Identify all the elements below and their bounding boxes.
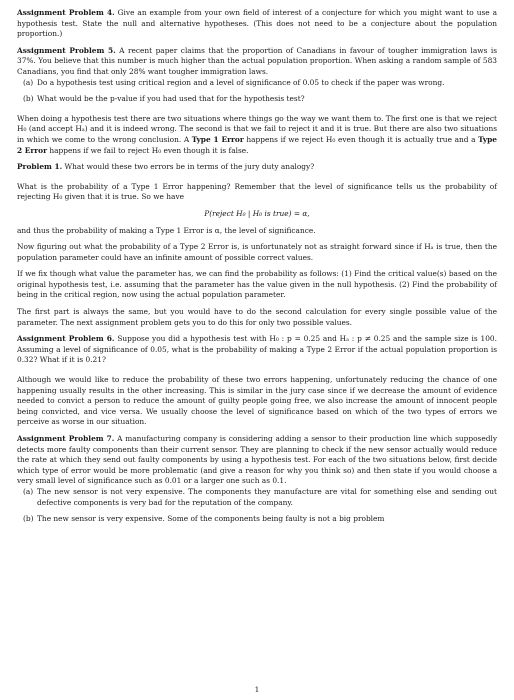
document-page <box>17 8 497 525</box>
reduce-errors-paragraph: Although we would like to reduce the probability of these two errors happening, unfortunately reducing the chance of one happening usually results in the other increasing. This is similar in the jury case since if we decrease the amount of evidence needed to convict a person to reduce the amount of guilty people going free, we also increase the amount of innocent people being convicted, and vice versa. We usually choose the level of significance based on which of the two types of errors we perceive as worse in our situation. <box>17 375 497 427</box>
type1-probability-text: What is the probability of a Type 1 Error happening? Remember that the level of significance tells us the probability of rejecting H₀ given that it is true. So we have <box>17 181 497 202</box>
ap7-a-text: The new sensor is not very expensive. The components they manufacture are vital for something else and sending out defective components is very bad for the reputation of the company. <box>37 486 497 507</box>
assignment-problem-7 <box>17 434 497 487</box>
type1-after-text: and thus the probability of making a Type 1 Error is α, the level of significance. <box>17 225 316 235</box>
page-number: 1 <box>254 685 260 694</box>
errors-intro-part3: happens if we fail to reject H₀ even though it is false. <box>49 145 249 155</box>
problem1-text: What would these two errors be in terms of the jury duty analogy? <box>64 162 315 172</box>
ap4-text: Give an example from your own field of interest of a conjecture for which you might want to use a hypothesis test. State the null and alternative hypotheses. (This does not need to be a conjecture about the population proportion.) <box>17 8 497 39</box>
ap6-label: Assignment Problem 6. <box>17 334 115 344</box>
ap5-b-label: (b) <box>23 94 34 104</box>
ap4-label: Assignment Problem 4. <box>17 8 115 17</box>
errors-intro <box>17 114 497 156</box>
ap7-b-text: The new sensor is very expensive. Some of the components being faulty is not a big problem <box>37 514 385 524</box>
type2-paragraph-3: The first part is always the same, but you would have to do the second calculation for every single possible value of the parameter. The next assignment problem gets you to do this for only two possible values. <box>17 307 497 327</box>
type1-formula-text: P(reject H₀ | H₀ is true) = α, <box>204 208 310 218</box>
type2-paragraph-1: Now figuring out what the probability of a Type 2 Error is, is unfortunately not as straight forward since if Hₐ is true, then the population parameter could have an infinite amount of possible correct values. <box>17 242 497 262</box>
ap7-label: Assignment Problem 7. <box>17 434 115 443</box>
type2-term: Type 2 Error <box>17 134 497 155</box>
ap5-b-text: What would be the p-value if you had used that for the hypothesis test? <box>37 94 305 104</box>
ap5-label: Assignment Problem 5. <box>17 45 116 55</box>
ap7-text: A manufacturing company is considering adding a sensor to their production line which supposedly detects more faulty components than their current sensor. They are planning to check if the new sensor actually would reduce the rate at which they send out faulty components by using a hypothesis test. For each of the two situations below, first decide which type of error would be more problematic (and give a reason for why you think so) and then state if you would choose a very small level of significance such as 0.01 or a larger one such as 0.1. <box>17 434 497 486</box>
ap5-a-label: (a) <box>23 77 34 87</box>
type1-term: Type 1 Error <box>191 134 244 144</box>
type1-formula <box>17 209 497 220</box>
ap7-part-a <box>23 487 497 508</box>
assignment-problem-6 <box>17 334 497 366</box>
ap7-b-label: (b) <box>23 514 34 524</box>
ap5-part-b <box>23 94 497 105</box>
ap7-part-b <box>23 514 497 525</box>
assignment-problem-4 <box>17 8 497 40</box>
problem1-label: Problem 1. <box>17 162 63 172</box>
ap7-a-label: (a) <box>23 486 34 496</box>
type2-paragraph-2: If we fix though what value the parameter has, we can find the probability as follows: (1) Find the critical value(s) based on the original hypothesis test, i.e. assuming that the parameter has the value given in the null hypothesis. (2) Find the probability of being in the critical region, now using the actual population parameter. <box>17 269 497 300</box>
errors-intro-part2: happens if we reject H₀ even though it is actually true and a <box>246 134 476 144</box>
ap5-part-a <box>23 78 497 89</box>
ap5-a-text: Do a hypothesis test using critical region and a level of significance of 0.05 to check if the paper was wrong. <box>37 77 445 87</box>
assignment-problem-5 <box>17 46 497 78</box>
problem-1 <box>17 162 497 173</box>
errors-intro-part1: When doing a hypothesis test there are two situations where things go the way we want them to. The first one is that we reject H₀ (and accept Hₐ) and it is indeed wrong. The second is that we fail to reject it and it is true. But there are also two situations in which we come to the wrong conclusion. A <box>17 113 497 144</box>
ap5-text: A recent paper claims that the proportion of Canadians in favour of tougher immigration laws is 37%. You believe that this number is much higher than the actual population proportion. When asking a random sample of 583 Canadians, you find that only 28% want tougher immigration laws. <box>17 45 497 76</box>
ap6-text: Suppose you did a hypothesis test with H₀ : p = 0.25 and Hₐ : p ≠ 0.25 and the sample size is 100. Assuming a level of significance of 0.05, what is the probability of making a Type 2 Error if the actual population proportion is 0.32? What if it is 0.21? <box>17 334 497 365</box>
